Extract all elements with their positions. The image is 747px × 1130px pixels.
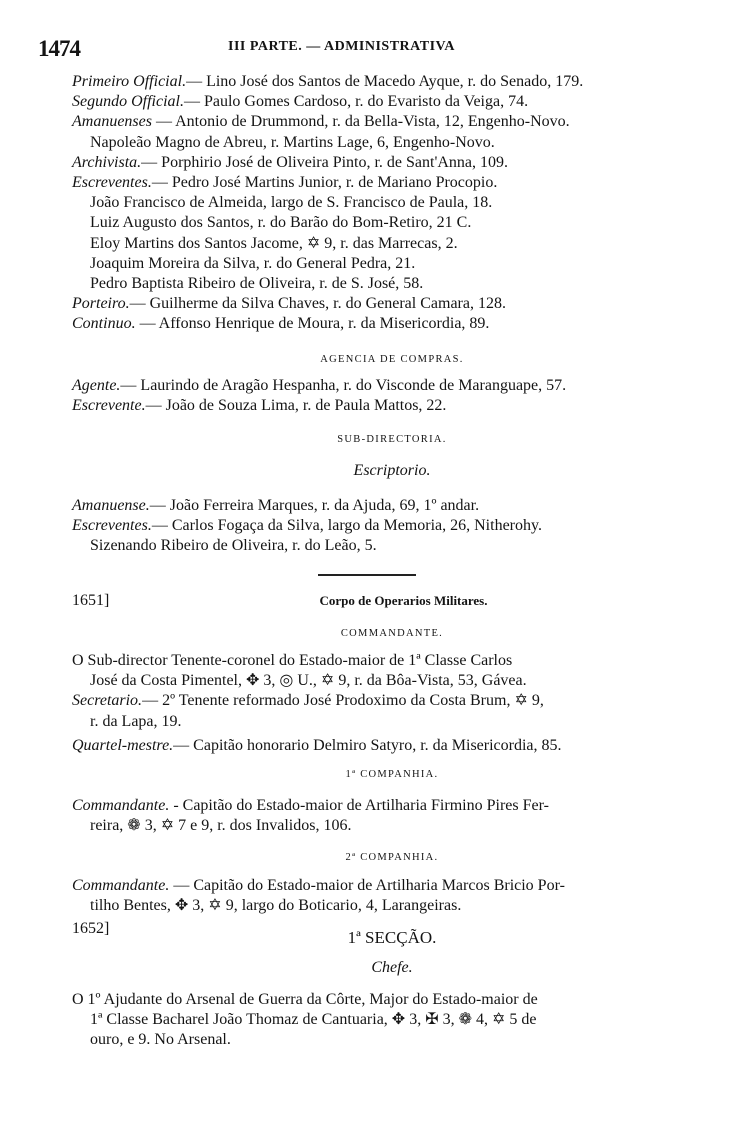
list-item: Escreventes.— Pedro José Martins Junior, r. de Mariano Procopio.: [72, 174, 498, 192]
subdirectoria-list: [72, 496, 712, 557]
agencia-section: [72, 350, 712, 370]
paragraph-number: 1651]: [72, 592, 110, 609]
divider: [318, 574, 416, 576]
paragraph-number: 1652]: [72, 920, 110, 937]
seccao-entry: [72, 990, 712, 1051]
companhia2-entry: [72, 876, 712, 916]
section-heading: 1ª SECÇÃO.: [347, 928, 437, 947]
list-item: Eloy Martins dos Santos Jacome, ✡ 9, r. das Marrecas, 2.: [90, 234, 458, 252]
text-line: O Sub-director Tenente-coronel do Estado-maior de 1ª Classe Carlos: [72, 652, 513, 669]
list-item: Continuo. — Affonso Henrique de Moura, r. da Misericordia, 89.: [72, 315, 490, 333]
page-number: 1474: [38, 36, 80, 61]
text-line: tilho Bentes, ✥ 3, ✡ 9, largo do Boticario, 4, Larangeiras.: [90, 897, 462, 915]
text-line: Commandante. - Capitão do Estado-maior de Artilharia Firmino Pires Fer-: [72, 797, 549, 814]
list-item: Agente.— Laurindo de Aragão Hespanha, r. do Visconde de Maranguape, 57.: [72, 377, 567, 394]
commandante-heading-wrap: [72, 624, 712, 644]
page-header: [38, 36, 708, 64]
page-title: III PARTE. — ADMINISTRATIVA: [228, 39, 455, 54]
list-item: Amanuense.— João Ferreira Marques, r. da Ajuda, 69, 1º andar.: [72, 497, 480, 514]
companhia1-entry: [72, 796, 712, 836]
seccao-subheading-wrap: [72, 958, 712, 978]
text-line: Commandante. — Capitão do Estado-maior de Artilharia Marcos Bricio Por-: [72, 877, 565, 894]
text-line: Quartel-mestre.— Capitão honorario Delmiro Satyro, r. da Misericordia, 85.: [72, 736, 562, 754]
section-heading: Corpo de Operarios Militares.: [319, 593, 488, 608]
section-heading: AGENCIA DE COMPRAS.: [320, 354, 464, 365]
text-line: r. da Lapa, 19.: [90, 712, 182, 730]
section-heading: 1ª COMPANHIA.: [345, 769, 439, 780]
list-item: Luiz Augusto dos Santos, r. do Barão do Bom-Retiro, 21 C.: [90, 214, 472, 232]
subsection-heading: Chefe.: [371, 959, 413, 976]
text-line: O 1º Ajudante do Arsenal de Guerra da Côrte, Major do Estado-maior de: [72, 991, 538, 1008]
list-item: Porteiro.— Guilherme da Silva Chaves, r. do General Camara, 128.: [72, 295, 506, 313]
staff-list: [72, 72, 712, 335]
list-item: Napoleão Magno de Abreu, r. Martins Lage, 6, Engenho-Novo.: [90, 133, 495, 151]
seccao-heading-wrap: [72, 928, 712, 948]
list-item: Joaquim Moreira da Silva, r. do General Pedra, 21.: [90, 254, 416, 272]
subsection-heading: Escriptorio.: [353, 462, 431, 479]
text-line: Secretario.— 2º Tenente reformado José Prodoximo da Costa Brum, ✡ 9,: [72, 692, 544, 710]
companhia1-heading-wrap: [72, 765, 712, 785]
commandante-entry: [72, 651, 712, 756]
text-line: ouro, e 9. No Arsenal.: [90, 1031, 231, 1049]
text-line: 1ª Classe Bacharel João Thomaz de Cantuaria, ✥ 3, ✠ 3, ❁ 4, ✡ 5 de: [90, 1011, 537, 1029]
list-item: Escreventes.— Carlos Fogaça da Silva, largo da Memoria, 26, Nitherohy.: [72, 517, 542, 535]
subdirectoria-section: [72, 430, 712, 450]
list-item: Sizenando Ribeiro de Oliveira, r. do Leão, 5.: [90, 537, 377, 555]
list-item: Segundo Official.— Paulo Gomes Cardoso, r. do Evaristo da Veiga, 74.: [72, 93, 529, 111]
text-line: reira, ❁ 3, ✡ 7 e 9, r. dos Invalidos, 106.: [90, 817, 352, 835]
section-heading: COMMANDANTE.: [340, 628, 444, 639]
subdirectoria-subheading-wrap: [72, 461, 712, 481]
list-item: Archivista.— Porphirio José de Oliveira Pinto, r. de Sant'Anna, 109.: [72, 153, 509, 171]
list-item: Pedro Baptista Ribeiro de Oliveira, r. de S. José, 58.: [90, 275, 424, 293]
list-item: João Francisco de Almeida, largo de S. Francisco de Paula, 18.: [90, 194, 493, 212]
companhia2-heading-wrap: [72, 848, 712, 868]
list-item: Escrevente.— João de Souza Lima, r. de Paula Mattos, 22.: [72, 397, 447, 415]
section-heading: 2ª COMPANHIA.: [345, 852, 439, 863]
text-line: José da Costa Pimentel, ✥ 3, ◎ U., ✡ 9, r. da Bôa-Vista, 53, Gávea.: [90, 672, 527, 690]
section-heading: SUB-DIRECTORIA.: [337, 434, 447, 445]
list-item: Amanuenses — Antonio de Drummond, r. da Bella-Vista, 12, Engenho-Novo.: [72, 113, 570, 131]
agencia-list: [72, 376, 712, 416]
list-item: Primeiro Official.— Lino José dos Santos de Macedo Ayque, r. do Senado, 179.: [72, 73, 584, 90]
